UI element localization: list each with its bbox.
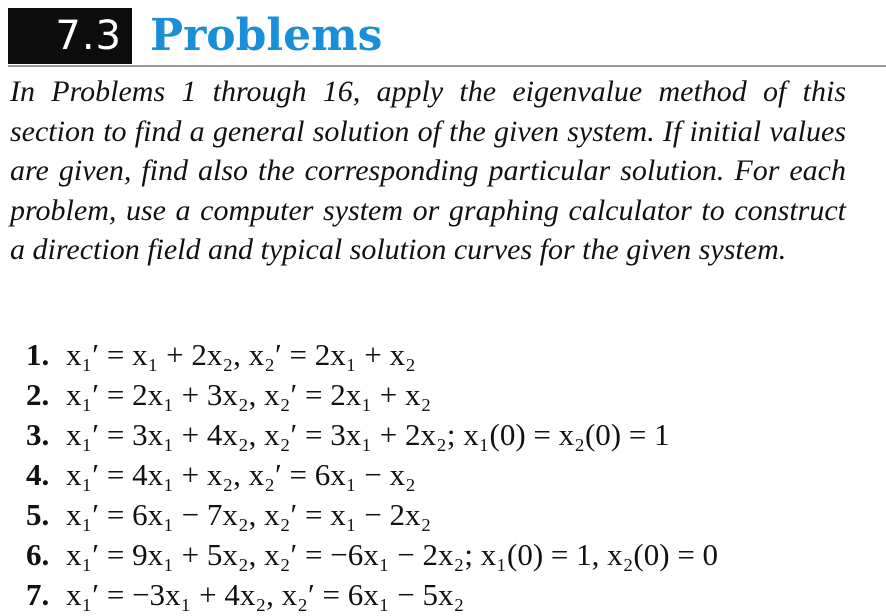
section-number: 7.3 (8, 8, 132, 64)
problem-list (26, 335, 718, 615)
problem-number: 5. (26, 497, 50, 532)
problem-number: 7. (26, 577, 50, 612)
problem-item (26, 575, 718, 615)
problem-equation: x₁′ = −3x₁ + 4x₂, x₂′ = 6x₁ − 5x₂ (66, 577, 465, 612)
problem-number: 1. (26, 337, 50, 372)
problem-item (26, 455, 718, 495)
problem-equation: x₁′ = 4x₁ + x₂, x₂′ = 6x₁ − x₂ (66, 457, 416, 492)
problem-number: 6. (26, 537, 50, 572)
problem-equation: x₁′ = 9x₁ + 5x₂, x₂′ = −6x₁ − 2x₂; x₁(0) = 1, x₂(0) = 0 (66, 537, 719, 572)
section-header (8, 8, 382, 64)
problem-number: 2. (26, 377, 50, 412)
instructions-paragraph: In Problems 1 through 16, apply the eigenvalue method of this section to find a general solution of the given system. If initial values are given, find also the corresponding particular solution. For each problem, use a computer system or graphing calculator to construct a direction field and typical solution curves for the given system. (10, 75, 846, 266)
problem-item (26, 375, 718, 415)
problem-equation: x₁′ = 2x₁ + 3x₂, x₂′ = 2x₁ + x₂ (66, 377, 432, 412)
section-title: Problems (150, 10, 383, 61)
problem-number: 3. (26, 417, 50, 452)
problem-number: 4. (26, 457, 50, 492)
problem-equation: x₁′ = x₁ + 2x₂, x₂′ = 2x₁ + x₂ (66, 337, 416, 372)
header-divider (8, 65, 886, 67)
problem-item (26, 415, 718, 455)
problem-item (26, 495, 718, 535)
problem-equation: x₁′ = 6x₁ − 7x₂, x₂′ = x₁ − 2x₂ (66, 497, 432, 532)
problem-equation: x₁′ = 3x₁ + 4x₂, x₂′ = 3x₁ + 2x₂; x₁(0) = x₂(0) = 1 (66, 417, 670, 452)
problem-item (26, 535, 718, 575)
problem-item (26, 335, 718, 375)
